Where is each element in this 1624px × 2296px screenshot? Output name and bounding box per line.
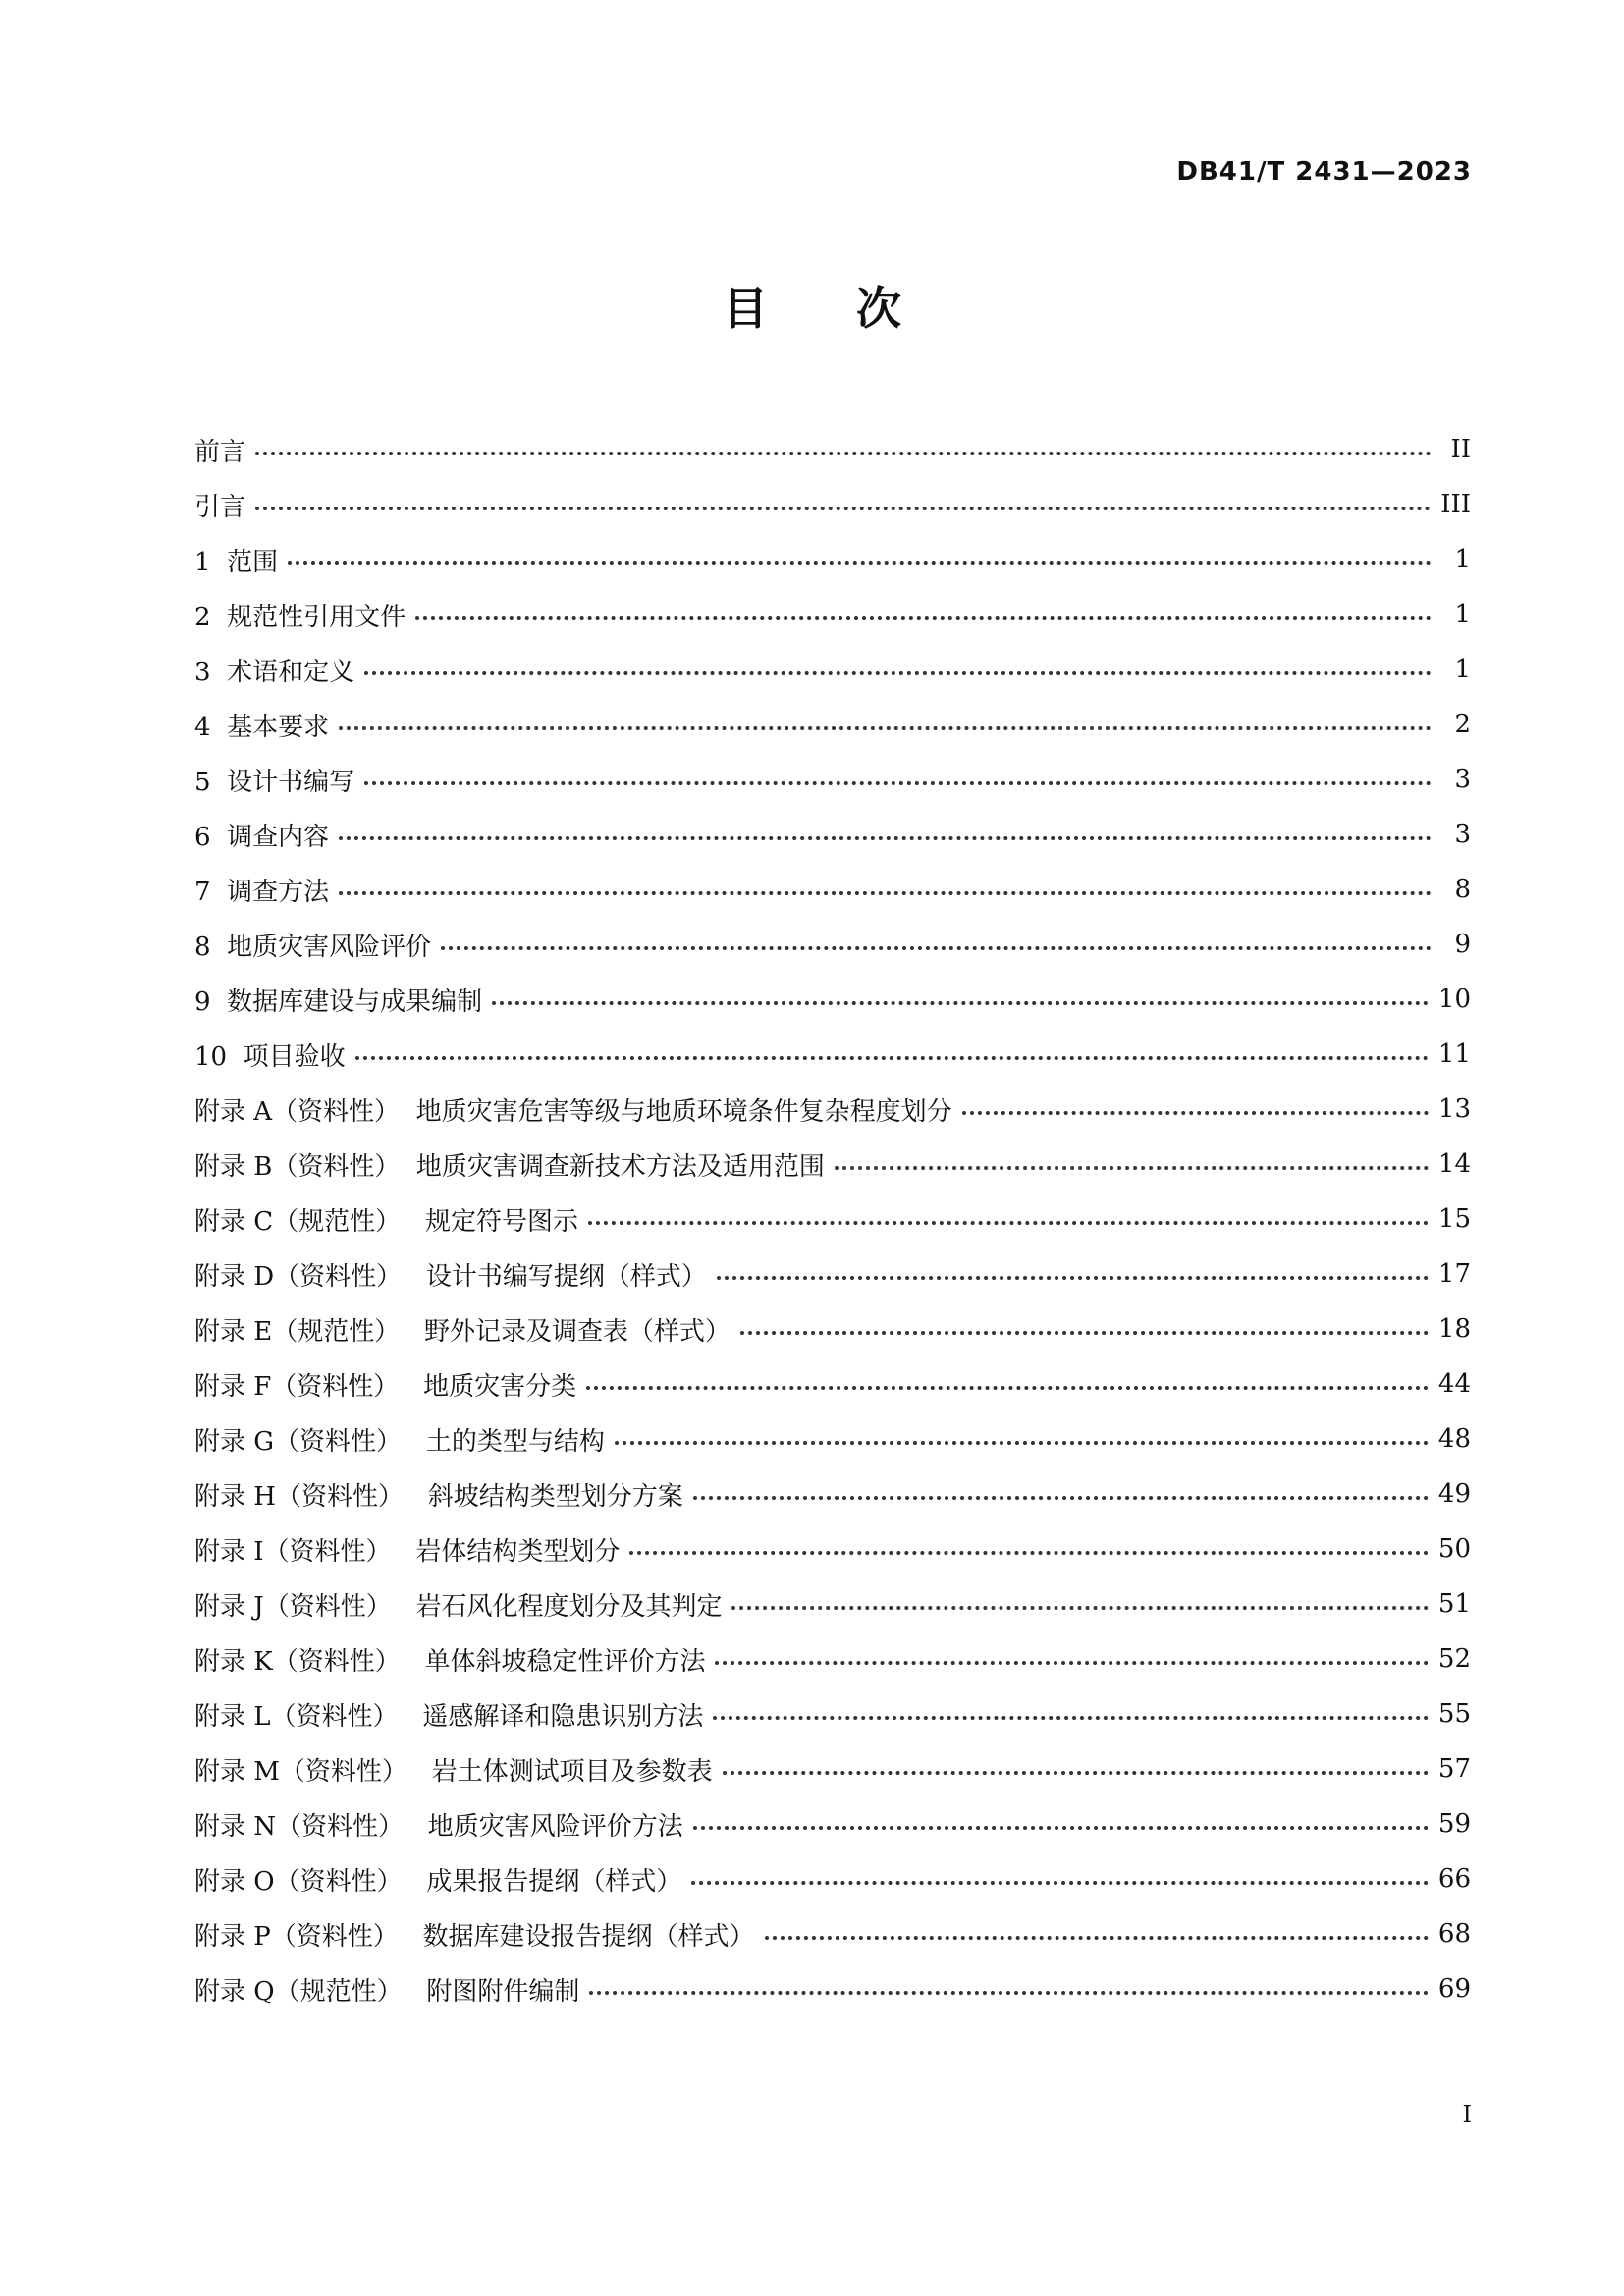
toc-entry-page: 57 bbox=[1437, 1754, 1471, 1784]
toc-entry-label: 6 调查内容 bbox=[194, 822, 330, 852]
document-code: DB41/T 2431—2023 bbox=[1176, 157, 1472, 187]
toc-entry-label: 4 基本要求 bbox=[194, 712, 330, 742]
toc-entry-label: 9 数据库建设与成果编制 bbox=[194, 987, 483, 1017]
toc-entry[interactable] bbox=[194, 1576, 1471, 1631]
toc-leader-dots bbox=[364, 671, 1432, 675]
toc-entry-page: 17 bbox=[1437, 1259, 1471, 1289]
toc-entry-page: 2 bbox=[1454, 710, 1471, 739]
toc-entry-page: 68 bbox=[1437, 1919, 1471, 1949]
toc-entry-label: 附录 P（资料性） 数据库建设报告提纲（样式） bbox=[194, 1921, 755, 1951]
toc-entry-label: 附录 E（规范性） 野外记录及调查表（样式） bbox=[194, 1316, 731, 1347]
toc-leader-dots bbox=[715, 1661, 1428, 1665]
toc-entry-page: 55 bbox=[1437, 1699, 1471, 1729]
toc-entry-label: 8 地质灾害风险评价 bbox=[194, 932, 432, 962]
toc-entry-label: 前言 bbox=[194, 437, 246, 467]
toc-entry-label: 附录 O（资料性） 成果报告提纲（样式） bbox=[194, 1866, 682, 1896]
toc-entry-page: 1 bbox=[1454, 545, 1471, 574]
toc-leader-dots bbox=[492, 1001, 1429, 1005]
toc-leader-dots bbox=[589, 1991, 1429, 1995]
toc-entry-label: 7 调查方法 bbox=[194, 877, 330, 907]
page-number: I bbox=[1462, 2101, 1472, 2128]
toc-entry-page: 59 bbox=[1437, 1809, 1471, 1839]
toc-leader-dots bbox=[713, 1716, 1429, 1720]
toc-leader-dots bbox=[723, 1771, 1429, 1775]
toc-entry-page: 50 bbox=[1437, 1534, 1471, 1564]
toc-entry[interactable] bbox=[194, 862, 1471, 917]
toc-leader-dots bbox=[693, 1826, 1429, 1830]
toc-entry-label: 附录 C（规范性） 规定符号图示 bbox=[194, 1206, 578, 1237]
toc-entry-page: 69 bbox=[1437, 1974, 1471, 2003]
toc-entry-page: 18 bbox=[1437, 1314, 1471, 1344]
toc-leader-dots bbox=[731, 1606, 1428, 1610]
toc-entry-page: 48 bbox=[1437, 1424, 1471, 1454]
toc-entry-label: 附录 A（资料性） 地质灾害危害等级与地质环境条件复杂程度划分 bbox=[194, 1096, 952, 1127]
toc-entry-page: 3 bbox=[1454, 765, 1471, 794]
toc-entry-label: 附录 B（资料性） 地质灾害调查新技术方法及适用范围 bbox=[194, 1151, 825, 1182]
toc-entry[interactable] bbox=[194, 1851, 1471, 1906]
toc-entry[interactable] bbox=[194, 1082, 1471, 1137]
toc-entry[interactable] bbox=[194, 422, 1471, 477]
toc-entry-label: 3 术语和定义 bbox=[194, 657, 355, 687]
toc-entry-page: 49 bbox=[1437, 1479, 1471, 1509]
toc-entry-label: 附录 Q（规范性） 附图附件编制 bbox=[194, 1976, 580, 2006]
toc-leader-dots bbox=[693, 1496, 1429, 1500]
toc-entry[interactable] bbox=[194, 697, 1471, 752]
toc-entry[interactable] bbox=[194, 1027, 1471, 1082]
toc-entry[interactable] bbox=[194, 1961, 1471, 2016]
toc-leader-dots bbox=[588, 1221, 1429, 1225]
toc-leader-dots bbox=[962, 1111, 1429, 1115]
toc-entry-label: 附录 N（资料性） 地质灾害风险评价方法 bbox=[194, 1811, 683, 1842]
toc-entry[interactable] bbox=[194, 1137, 1471, 1192]
toc-leader-dots bbox=[355, 1056, 1429, 1060]
toc-entry-page: 9 bbox=[1454, 930, 1471, 959]
toc-leader-dots bbox=[339, 726, 1432, 730]
toc-entry[interactable] bbox=[194, 1631, 1471, 1686]
toc-entry-page: 52 bbox=[1437, 1644, 1471, 1674]
toc-leader-dots bbox=[765, 1936, 1429, 1940]
toc-entry-page: 8 bbox=[1454, 875, 1471, 904]
toc-leader-dots bbox=[586, 1386, 1429, 1390]
toc-entry-page: 1 bbox=[1454, 655, 1471, 684]
toc-entry[interactable] bbox=[194, 587, 1471, 642]
toc-leader-dots bbox=[288, 561, 1432, 565]
toc-entry-label: 附录 K（资料性） 单体斜坡稳定性评价方法 bbox=[194, 1646, 706, 1677]
toc-leader-dots bbox=[415, 616, 1432, 620]
toc-leader-dots bbox=[740, 1331, 1429, 1335]
toc-entry-page: 15 bbox=[1437, 1204, 1471, 1234]
toc-entry-page: 11 bbox=[1437, 1040, 1471, 1069]
toc-entry[interactable] bbox=[194, 532, 1471, 587]
toc-entry[interactable] bbox=[194, 1412, 1471, 1467]
toc-leader-dots bbox=[339, 836, 1432, 840]
toc-leader-dots bbox=[629, 1551, 1429, 1555]
toc-leader-dots bbox=[615, 1441, 1429, 1445]
toc-entry-label: 附录 J（资料性） 岩石风化程度划分及其判定 bbox=[194, 1591, 723, 1622]
table-of-contents bbox=[194, 422, 1471, 2016]
toc-entry-page: 44 bbox=[1437, 1369, 1471, 1399]
toc-entry-label: 附录 D（资料性） 设计书编写提纲（样式） bbox=[194, 1261, 707, 1292]
toc-entry-label: 附录 I（资料性） 岩体结构类型划分 bbox=[194, 1536, 621, 1567]
toc-entry-page: 3 bbox=[1454, 820, 1471, 849]
toc-entry-page: III bbox=[1440, 490, 1471, 519]
toc-entry-page: 1 bbox=[1454, 600, 1471, 629]
toc-entry[interactable] bbox=[194, 1906, 1471, 1961]
toc-entry-label: 2 规范性引用文件 bbox=[194, 602, 406, 632]
toc-leader-dots bbox=[339, 891, 1432, 895]
toc-leader-dots bbox=[835, 1166, 1429, 1170]
toc-entry-page: 51 bbox=[1437, 1589, 1471, 1619]
toc-entry-page: 10 bbox=[1437, 985, 1471, 1014]
toc-entry[interactable] bbox=[194, 477, 1471, 532]
toc-entry-label: 附录 G（资料性） 土的类型与结构 bbox=[194, 1426, 605, 1457]
toc-leader-dots bbox=[717, 1276, 1429, 1280]
toc-entry[interactable] bbox=[194, 1192, 1471, 1247]
toc-entry-label: 附录 M（资料性） 岩土体测试项目及参数表 bbox=[194, 1756, 713, 1787]
page-title: 目次 bbox=[723, 282, 990, 335]
toc-entry[interactable] bbox=[194, 807, 1471, 862]
toc-entry[interactable] bbox=[194, 1741, 1471, 1796]
toc-leader-dots bbox=[364, 781, 1432, 785]
toc-leader-dots bbox=[255, 452, 1432, 455]
toc-entry-page: II bbox=[1450, 435, 1471, 464]
toc-entry[interactable] bbox=[194, 1247, 1471, 1302]
toc-entry-page: 13 bbox=[1437, 1095, 1471, 1124]
toc-entry-label: 5 设计书编写 bbox=[194, 767, 355, 797]
toc-entry[interactable] bbox=[194, 642, 1471, 697]
toc-entry[interactable] bbox=[194, 1522, 1471, 1576]
toc-entry[interactable] bbox=[194, 917, 1471, 972]
toc-entry[interactable] bbox=[194, 1357, 1471, 1412]
toc-leader-dots bbox=[255, 507, 1431, 510]
toc-entry[interactable] bbox=[194, 1796, 1471, 1851]
toc-entry-label: 引言 bbox=[194, 492, 246, 522]
toc-leader-dots bbox=[691, 1881, 1429, 1885]
toc-entry-label: 10 项目验收 bbox=[194, 1041, 346, 1072]
toc-entry[interactable] bbox=[194, 752, 1471, 807]
toc-entry[interactable] bbox=[194, 1302, 1471, 1357]
toc-entry-page: 66 bbox=[1437, 1864, 1471, 1894]
toc-entry-label: 附录 L（资料性） 遥感解译和隐患识别方法 bbox=[194, 1701, 704, 1732]
toc-entry-label: 1 范围 bbox=[194, 547, 279, 577]
toc-leader-dots bbox=[441, 946, 1432, 950]
toc-entry[interactable] bbox=[194, 1467, 1471, 1522]
toc-entry-label: 附录 F（资料性） 地质灾害分类 bbox=[194, 1371, 577, 1402]
toc-entry-label: 附录 H（资料性） 斜坡结构类型划分方案 bbox=[194, 1481, 683, 1512]
toc-entry-page: 14 bbox=[1437, 1149, 1471, 1179]
toc-entry[interactable] bbox=[194, 1686, 1471, 1741]
toc-entry[interactable] bbox=[194, 972, 1471, 1027]
